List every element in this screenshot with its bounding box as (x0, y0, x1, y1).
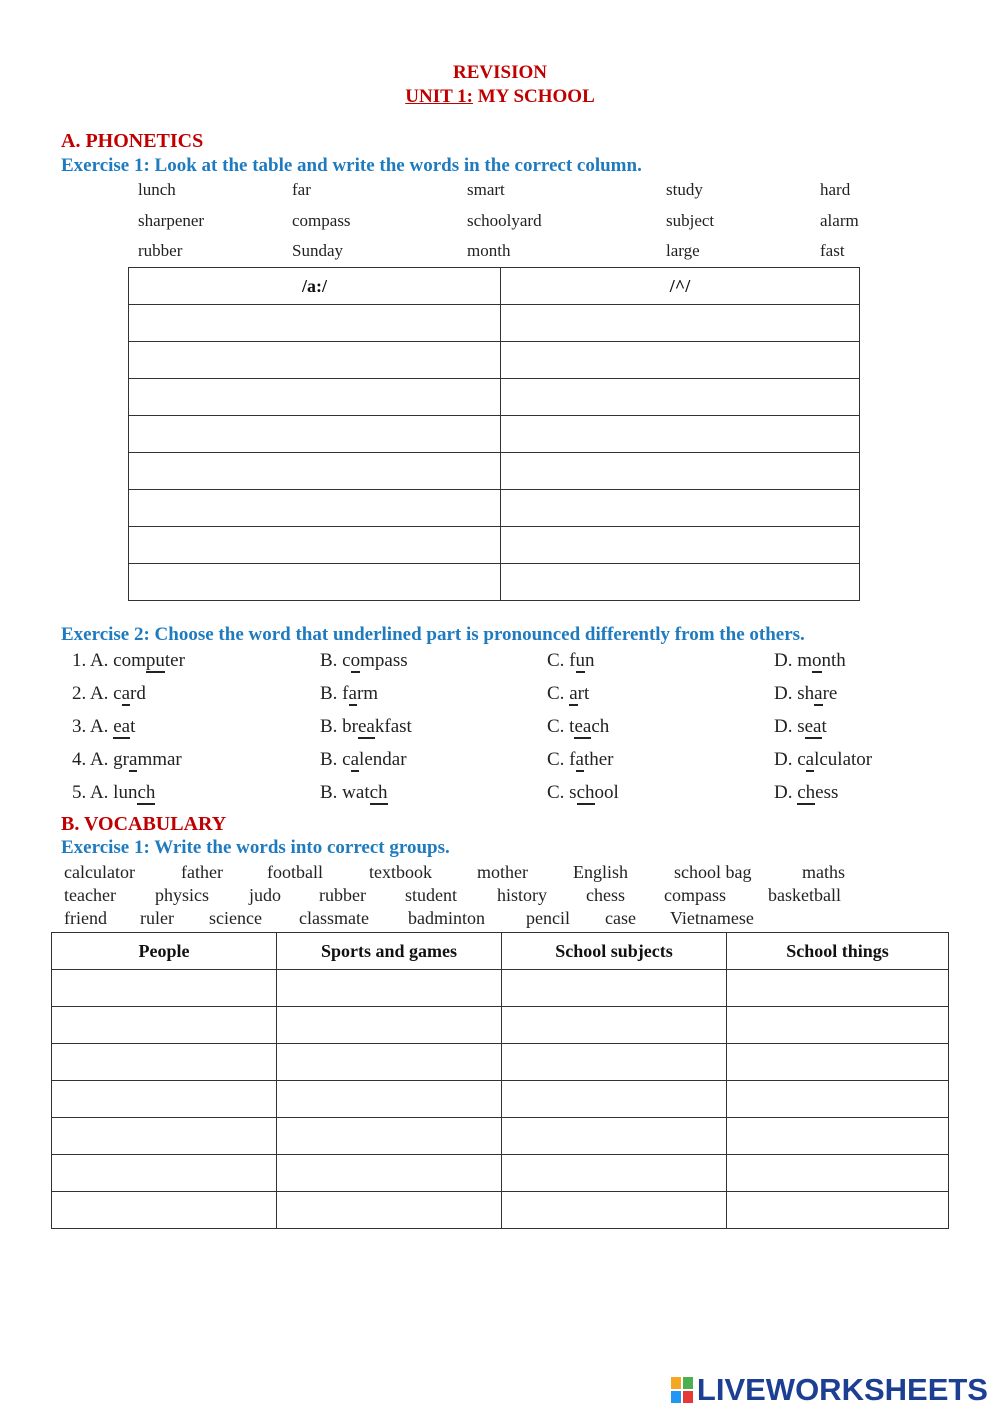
answer-cell-caret[interactable] (501, 490, 860, 527)
question-option[interactable] (774, 749, 872, 772)
word-bank-item: case (605, 908, 636, 928)
underlined-part: a (121, 683, 131, 704)
option-text-pre: 4. A. gr (72, 749, 129, 770)
option-text-pre: D. (774, 782, 798, 803)
word-bank-item: chess (586, 885, 625, 905)
option-text-pre: B. f (320, 683, 349, 704)
answer-cell-people[interactable] (52, 1044, 277, 1081)
word-bank-item: football (267, 862, 323, 882)
option-text-pre: C. f (547, 650, 576, 671)
word-bank-item: friend (64, 908, 107, 928)
underlined-part: ea (113, 716, 131, 737)
question-option[interactable] (72, 716, 135, 739)
option-text-post: ess (815, 782, 839, 803)
word-bank-item: classmate (299, 908, 369, 928)
option-text-post: rm (356, 683, 379, 704)
option-text-post: n (585, 650, 595, 671)
answer-cell-people[interactable] (52, 1192, 277, 1229)
word-bank-item: badminton (408, 908, 485, 928)
underlined-part: u (575, 650, 585, 671)
answer-cell-sports[interactable] (277, 1044, 502, 1081)
underlined-part: a (348, 683, 357, 704)
word-bank-item: subject (666, 211, 715, 230)
column-header-people: People (52, 933, 277, 970)
question-option[interactable] (72, 650, 185, 673)
answer-cell-sports[interactable] (277, 1118, 502, 1155)
word-bank-item: textbook (369, 862, 432, 882)
option-text-post: re (822, 683, 838, 704)
word-bank-item: rubber (319, 885, 366, 905)
brand-name: LIVEWORKSHEETS (696, 1372, 988, 1407)
answer-row (52, 1118, 949, 1155)
answer-cell-caret[interactable] (501, 379, 860, 416)
answer-cell-caret[interactable] (501, 305, 860, 342)
answer-cell-people[interactable] (52, 1007, 277, 1044)
option-text-pre: D. m (774, 650, 812, 671)
answer-row (129, 527, 860, 564)
answer-cell-a[interactable] (129, 305, 501, 342)
word-bank-item: calculator (64, 862, 135, 882)
underlined-part: ea (574, 716, 592, 737)
word-bank-item: far (292, 180, 311, 199)
question-option[interactable] (72, 782, 155, 805)
answer-cell-sports[interactable] (277, 1192, 502, 1229)
word-bank-item: school bag (674, 862, 752, 882)
option-text-post: t (821, 716, 827, 737)
question-option[interactable] (320, 716, 412, 739)
answer-row (129, 453, 860, 490)
option-text-pre: C. f (547, 749, 576, 770)
column-header-caret: /^/ (501, 268, 860, 305)
answer-cell-subjects[interactable] (502, 1118, 727, 1155)
answer-row (129, 564, 860, 601)
phonetics-ex2-instruction: Exercise 2: Choose the word that underlined part is pronounced differently from the others. (61, 624, 805, 645)
underlined-part: ch (369, 782, 388, 803)
option-text-pre: B. wat (320, 782, 370, 803)
answer-cell-caret[interactable] (501, 453, 860, 490)
answer-cell-sports[interactable] (277, 1081, 502, 1118)
option-text-post: rd (130, 683, 146, 704)
word-bank-item: science (209, 908, 262, 928)
liveworksheets-logo-icon (671, 1377, 693, 1403)
page-title: REVISION (453, 62, 547, 83)
answer-cell-a[interactable] (129, 453, 501, 490)
word-bank-item: compass (664, 885, 726, 905)
question-option[interactable] (547, 782, 619, 805)
word-bank-item: basketball (768, 885, 841, 905)
phonetics-ex1-instruction: Exercise 1: Look at the table and write the words in the correct column. (61, 155, 642, 176)
answer-cell-things[interactable] (727, 1044, 949, 1081)
unit-heading (0, 86, 1000, 108)
answer-cell-subjects[interactable] (502, 1044, 727, 1081)
phonetics-answer-table (128, 267, 860, 601)
word-bank-item: ruler (140, 908, 174, 928)
answer-row (129, 305, 860, 342)
underlined-part: ch (797, 782, 816, 803)
answer-row (52, 1044, 949, 1081)
word-bank-item: smart (467, 180, 505, 199)
question-option[interactable] (320, 749, 407, 772)
answer-row (52, 1007, 949, 1044)
underlined-part: ch (137, 782, 156, 803)
option-text-pre: 2. A. c (72, 683, 122, 704)
underlined-part: pu (145, 650, 165, 671)
word-bank-item: teacher (64, 885, 116, 905)
option-text-pre: 1. A. com (72, 650, 146, 671)
option-text-post: mpass (360, 650, 408, 671)
answer-cell-caret[interactable] (501, 564, 860, 601)
answer-cell-sports[interactable] (277, 1007, 502, 1044)
answer-cell-a[interactable] (129, 564, 501, 601)
word-bank-item: lunch (138, 180, 176, 199)
column-header-things: School things (727, 933, 949, 970)
answer-cell-subjects[interactable] (502, 970, 727, 1007)
underlined-part: a (805, 749, 815, 770)
unit-label: UNIT 1: (405, 86, 473, 107)
option-text-pre: C. s (547, 782, 577, 803)
question-option[interactable] (774, 650, 846, 673)
underlined-part: a (129, 749, 138, 770)
answer-cell-a[interactable] (129, 416, 501, 453)
option-text-pre: B. c (320, 749, 351, 770)
word-bank-item: rubber (138, 241, 183, 260)
option-text-post: ter (164, 650, 185, 671)
question-option[interactable] (547, 749, 613, 772)
word-bank-item: alarm (820, 211, 859, 230)
word-bank-item: father (181, 862, 223, 882)
option-text-post: kfast (374, 716, 412, 737)
option-text-pre: 5. A. lun (72, 782, 138, 803)
answer-cell-subjects[interactable] (502, 1081, 727, 1118)
word-bank-item: Vietnamese (670, 908, 754, 928)
column-header-subjects: School subjects (502, 933, 727, 970)
answer-cell-a[interactable] (129, 490, 501, 527)
underlined-part: ea (804, 716, 822, 737)
answer-cell-subjects[interactable] (502, 1155, 727, 1192)
answer-cell-caret[interactable] (501, 416, 860, 453)
word-bank-item: history (497, 885, 548, 905)
underlined-part: ea (358, 716, 375, 737)
answer-cell-things[interactable] (727, 1007, 949, 1044)
answer-cell-subjects[interactable] (502, 1192, 727, 1229)
underlined-part: a (569, 683, 578, 704)
underlined-part: o (812, 650, 822, 671)
option-text-pre: B. br (320, 716, 358, 737)
answer-cell-a[interactable] (129, 379, 501, 416)
word-bank-item: maths (802, 862, 845, 882)
question-option[interactable] (320, 650, 408, 673)
answer-row (129, 490, 860, 527)
answer-row (52, 1155, 949, 1192)
column-header-a: /a:/ (129, 268, 501, 305)
question-option[interactable] (547, 650, 595, 673)
section-phonetics-title: A. PHONETICS (61, 130, 204, 152)
vocabulary-ex1-instruction: Exercise 1: Write the words into correct groups. (61, 837, 450, 858)
word-bank-item: pencil (526, 908, 570, 928)
answer-cell-a[interactable] (129, 342, 501, 379)
option-text-pre: C. (547, 683, 570, 704)
answer-cell-things[interactable] (727, 1081, 949, 1118)
word-bank-item: sharpener (138, 211, 205, 230)
option-text-post: lendar (359, 749, 407, 770)
question-option[interactable] (774, 716, 827, 739)
word-bank-item: physics (155, 885, 209, 905)
underlined-part: a (350, 749, 360, 770)
option-text-post: nth (821, 650, 846, 671)
answer-cell-caret[interactable] (501, 527, 860, 564)
unit-name: MY SCHOOL (473, 86, 595, 107)
underlined-part: ch (576, 782, 595, 803)
option-text-post: ther (583, 749, 614, 770)
answer-row (52, 970, 949, 1007)
answer-cell-caret[interactable] (501, 342, 860, 379)
word-bank-item: hard (820, 180, 851, 199)
answer-cell-sports[interactable] (277, 1155, 502, 1192)
answer-row (129, 379, 860, 416)
word-bank-item: mother (477, 862, 528, 882)
underlined-part: a (814, 683, 823, 704)
answer-row (52, 1192, 949, 1229)
answer-cell-things[interactable] (727, 970, 949, 1007)
option-text-pre: D. sh (774, 683, 815, 704)
option-text-post: t (130, 716, 136, 737)
answer-cell-people[interactable] (52, 1155, 277, 1192)
option-text-pre: D. c (774, 749, 806, 770)
option-text-post: ool (594, 782, 619, 803)
option-text-post: lculator (814, 749, 873, 770)
question-option[interactable] (72, 749, 182, 772)
answer-cell-things[interactable] (727, 1118, 949, 1155)
word-bank-item: student (405, 885, 457, 905)
word-bank-item: judo (249, 885, 282, 905)
answer-cell-people[interactable] (52, 1118, 277, 1155)
word-bank-item: Sunday (292, 241, 343, 260)
question-option[interactable] (320, 782, 388, 805)
question-option[interactable] (774, 683, 837, 706)
answer-row (52, 1081, 949, 1118)
option-text-pre: B. c (320, 650, 351, 671)
answer-cell-things[interactable] (727, 1155, 949, 1192)
answer-cell-things[interactable] (727, 1192, 949, 1229)
section-vocabulary-title: B. VOCABULARY (61, 813, 227, 835)
answer-cell-people[interactable] (52, 970, 277, 1007)
underlined-part: o (350, 650, 361, 671)
word-bank-item: study (666, 180, 703, 199)
question-option[interactable] (72, 683, 146, 706)
question-option[interactable] (547, 683, 589, 706)
word-bank-item: English (573, 862, 629, 882)
question-option[interactable] (320, 683, 378, 706)
underlined-part: a (575, 749, 584, 770)
word-bank-item: fast (820, 241, 845, 260)
word-bank-item: large (666, 241, 700, 260)
question-option[interactable] (774, 782, 838, 805)
option-text-post: rt (577, 683, 590, 704)
vocabulary-answer-table (51, 932, 949, 1229)
option-text-pre: 3. A. (72, 716, 114, 737)
answer-cell-sports[interactable] (277, 970, 502, 1007)
option-text-pre: D. s (774, 716, 805, 737)
option-text-post: mmar (137, 749, 182, 770)
question-option[interactable] (547, 716, 609, 739)
liveworksheets-logo[interactable] (671, 1372, 988, 1408)
answer-cell-a[interactable] (129, 527, 501, 564)
answer-cell-subjects[interactable] (502, 1007, 727, 1044)
answer-row (129, 342, 860, 379)
answer-cell-people[interactable] (52, 1081, 277, 1118)
column-header-sports: Sports and games (277, 933, 502, 970)
word-bank-item: compass (292, 211, 351, 230)
option-text-pre: C. t (547, 716, 575, 737)
answer-row (129, 416, 860, 453)
word-bank-item: month (467, 241, 511, 260)
option-text-post: ch (591, 716, 610, 737)
word-bank-item: schoolyard (467, 211, 542, 230)
